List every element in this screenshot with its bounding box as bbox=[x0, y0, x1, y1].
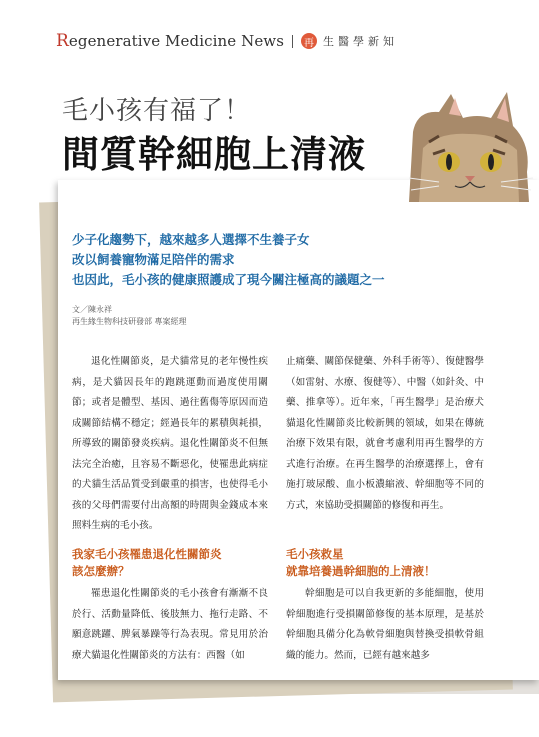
byline-title: 再生緣生物科技研發部 專案經理 bbox=[72, 317, 187, 326]
subtitle-line: 也因此，毛小孩的健康照護成了現今關注極高的議題之一 bbox=[72, 272, 385, 287]
byline bbox=[72, 304, 187, 328]
heading-line: 毛小孩救星 bbox=[286, 547, 344, 561]
body-column-right bbox=[286, 352, 484, 516]
header-divider bbox=[292, 35, 293, 48]
section-heading-left bbox=[72, 546, 222, 580]
subtitle-line: 改以飼養寵物滿足陪伴的需求 bbox=[72, 252, 235, 267]
heading-line: 就靠培養過幹細胞的上清液！ bbox=[286, 564, 436, 578]
brand-initial: R bbox=[56, 31, 69, 51]
brand-rest: egenerative Medicine News bbox=[68, 32, 285, 50]
article-kicker: 毛小孩有福了！ bbox=[62, 96, 252, 126]
section-badge-icon: 再 bbox=[301, 33, 317, 49]
title-line-1: 間質幹細胞上清液 bbox=[62, 133, 366, 176]
magazine-header bbox=[56, 30, 398, 52]
body-column-left bbox=[72, 352, 268, 537]
body-paragraph: 止痛藥、關節保健藥、外科手術等）、復健醫學（如雷射、水療、復健等）、中醫（如針灸、中藥、推拿等）。近年來，「再生醫學」是治療犬貓退化性關節炎比較新興的領域，如果在傳統治療下效果有限，就會考慮利用再生醫學的方式進行治療。在再生醫學的治療選擇上，會有施打玻尿酸、血小板濃縮液、幹細胞等不同的方式，來協助受損關節的修復和再生。 bbox=[286, 356, 484, 511]
subtitle-line: 少子化趨勢下，越來越多人選擇不生養子女 bbox=[72, 232, 310, 247]
section-heading-right bbox=[286, 546, 436, 580]
body-paragraph: 幹細胞是可以自我更新的多能細胞，使用幹細胞進行受損關節修復的基本原理，是基於幹細胞具備分化為軟骨細胞與替換受損軟骨組織的能力。然而，已經有越來越多 bbox=[286, 588, 484, 661]
section-name: 生醫學新知 bbox=[323, 35, 399, 48]
brand-name bbox=[56, 31, 284, 51]
body-paragraph: 罹患退化性關節炎的毛小孩會有漸漸不良於行、活動量降低、後肢無力、拖行走路、不願意跳躍、脾氣暴躁等行為表現。常見用於治療犬貓退化性關節炎的方法有：西醫（如 bbox=[72, 588, 268, 661]
body-column-left-2 bbox=[72, 584, 268, 666]
cat-photo-icon bbox=[399, 92, 539, 202]
body-paragraph: 退化性關節炎，是犬貓常見的老年慢性疾病，是犬貓因長年的跑跳運動而過度使用關節；或者是體型、基因、過往舊傷等原因而造成關節結構不穩定；經過長年的累積與耗損，所導致的關節發炎疾病。退化性關節炎不但無法完全治癒，且容易不斷惡化，使罹患此病症的犬貓生活品質受到嚴重的損害，也使得毛小孩的父母們需要付出高額的時間與金錢成本來照料生病的毛小孩。 bbox=[72, 356, 268, 531]
heading-line: 該怎麼辦？ bbox=[72, 564, 130, 578]
article-subtitle bbox=[72, 230, 385, 290]
byline-author: 文／陳永祥 bbox=[72, 305, 112, 314]
heading-line: 我家毛小孩罹患退化性關節炎 bbox=[72, 547, 222, 561]
body-column-right-2 bbox=[286, 584, 484, 666]
